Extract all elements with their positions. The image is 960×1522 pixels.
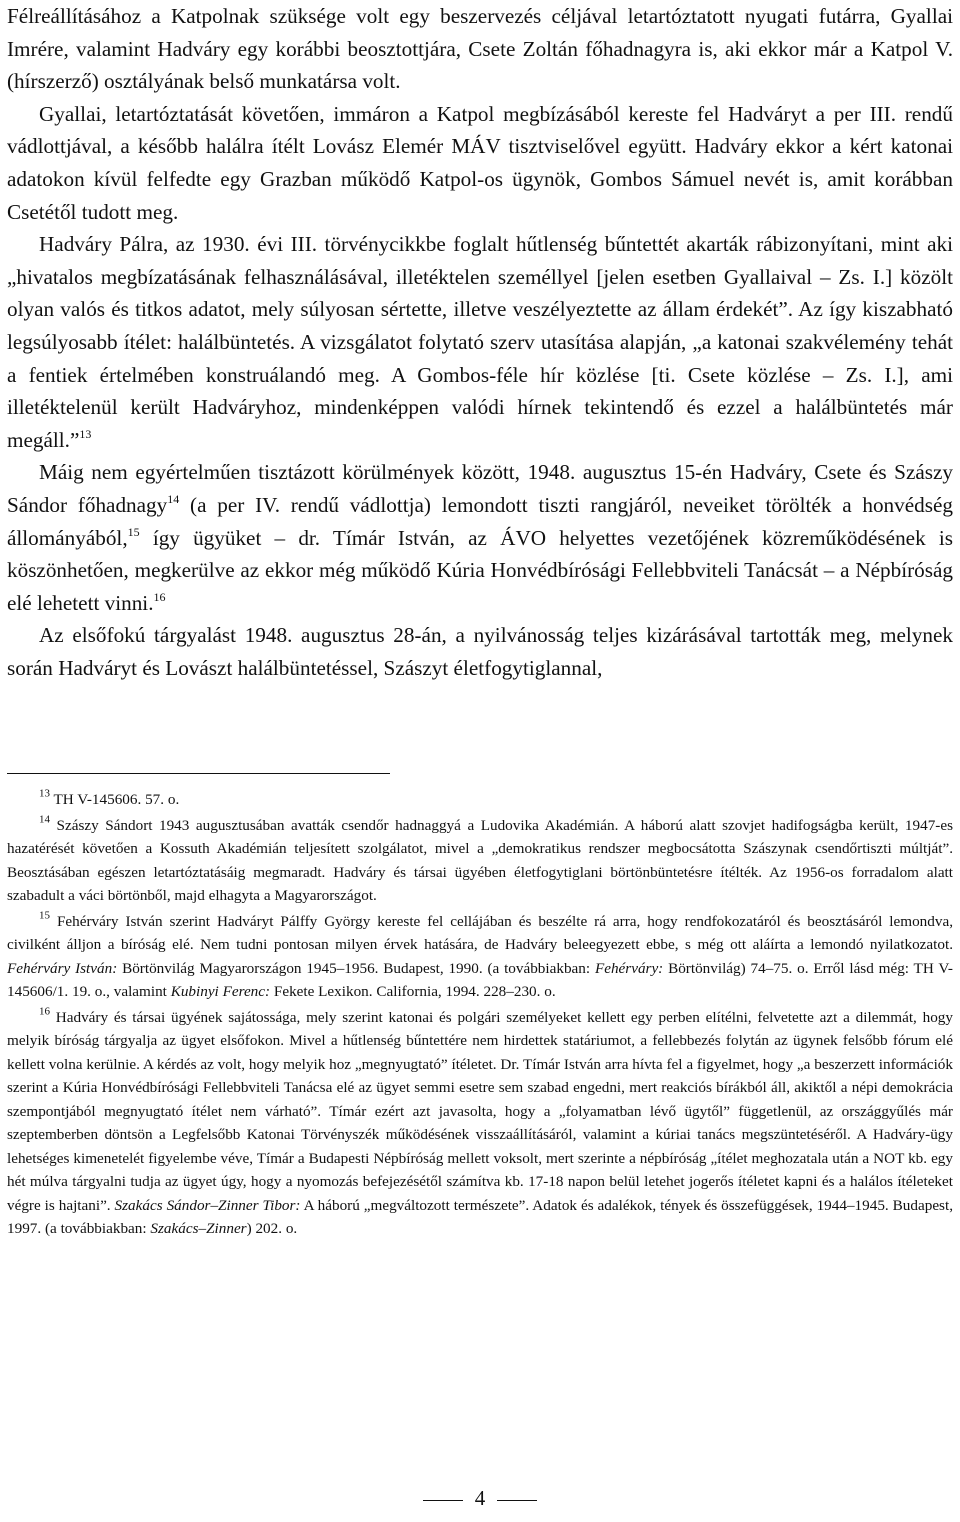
footnote-15-author-1: Fehérváry István: [7,959,118,977]
footnote-14-text: Szászy Sándort 1943 augusztusában avatták csendőr hadnaggyá a Ludovika Akadémián. A háború alatt szovjet hadifogságba került, 1947-es hazatérését követően a Kossuth Akadémián teljesített szolgálatot, mivel a „demokratikus rendszer megbocsátotta Szászynak csendőrtiszti múltját”. Beosztásában egészen letartóztatásáig megmaradt. Hadváry és társai ügyében életfogytiglani börtönbüntetésre ítélték. Az 1956-os forradalom alatt szabadult a váci börtönből, majd elhagyta a Magyarországot. [7,816,953,904]
paragraph-5: Az elsőfokú tárgyalást 1948. augusztus 28-án, a nyilvánosság teljes kizárásával tartották meg, melynek során Hadváryt és Lovászt halálbüntetéssel, Szászyt életfogytiglannal, [7,623,953,680]
footnote-ref-16[interactable]: 16 [153,589,166,604]
footnote-number-16: 16 [39,1004,50,1017]
footnote-13-text: TH V-145606. 57. o. [50,791,180,808]
footnote-15-text-a: Fehérváry István szerint Hadváryt Pálffy György kereste fel cellájában és beszélte rá arra, hogy rendfokozatáról és beosztásáról lemondva, civilként álljon a bíróság elé. Nem tudni pontosan milyen érvek hatására, de Hadváry beleegyezett ebbe, s még ott aláírta a lemondó nyilatkozatot. [7,912,953,953]
paragraph-3-text: Hadváry Pálra, az 1930. évi III. törvénycikkbe foglalt hűtlenség bűntettét akarták rábizonyítani, mint aki „hivatalos megbízatásának felhasználásával, illetéktelen személlyel [jelen esetben Gyallaival – Zs. I.] közölt olyan valós és titkos adatot, mely súlyosan sértette, illetve veszélyeztette az állam érdekét”. Az így kiszabható legsúlyosabb ítélet: halálbüntetés. A vizsgálatot folytató szerv utasítása alapján, „a katonai szakvélemény tehát a fentiek értelmében konstruálandó meg. A Gombos-féle hír közlése [ti. Csete közlése – Zs. I.], ami illetéktelenül került Hadváryhoz, mindenképpen valódi hírnek tekintendő és ezzel a halálbüntetés már megáll.” [7,232,953,452]
page-number-value: 4 [474,1486,486,1510]
footnote-15-text-c: Börtönvilág) 74–75. o. Erről lásd még: TH V-145606/1. 19. o., valamint [7,959,953,1000]
paragraph-2: Gyallai, letartóztatását követően, immáron a Katpol megbízásából kereste fel Hadváryt a per III. rendű vádlottjával, a később halálra ítélt Lovász Elemér MÁV tisztviselővel együtt. Hadváry ekkor a kért katonai adatokon kívül felfedte egy Grazban működő Katpol-os ügynök, Gombos Sámuel nevét is, amit korábban Csetétől tudott meg. [7,101,953,224]
footnote-16-author-2: Szakács–Zinner [150,1220,247,1237]
paragraph-4 [7,456,953,619]
footnote-ref-15[interactable]: 15 [127,524,140,539]
footnote-number-15: 15 [39,908,50,921]
paragraph-1: Félreállításához a Katpolnak szüksége volt egy beszervezés céljával letartóztatott nyugati futárra, Gyallai Imrére, valamint Hadváry egy korábbi beosztottjára, Csete Zoltán főhadnagyra is, aki ekkor már a Katpol V. (hírszerző) osztályának belső munkatársa volt. [7,4,953,94]
footnote-number-14: 14 [39,812,50,825]
footnote-15-author-2: Fehérváry: [594,959,664,977]
paragraph-4-text-c: így ügyüket – dr. Tímár István, az ÁVO helyettes vezetőjének közreműködésének is köszönhetően, megkerülve az ekkor még működő Kúria Honvédbírósági Fellebbviteli Tanácsát – a Népbíróság elé lehetett vinni. [7,525,953,615]
footnote-16 [7,1006,953,1241]
paragraph-4-text-b: (a per IV. rendű vádlottja) lemondott tiszti rangjáról, neveiket törölték a honvédség állományából, [7,492,953,550]
footnote-14 [7,814,953,908]
footnote-16-text-b: A háború „megváltozott természete”. Adatok és adalékok, tények és összefüggések, 1944–1945. Budapest, 1997. (a továbbiakban: [7,1196,953,1237]
footnote-ref-13[interactable]: 13 [79,426,92,441]
footnote-16-author: Szakács Sándor–Zinner Tibor: [114,1196,301,1214]
footnote-15-author-3: Kubinyi Ferenc: [170,983,271,1000]
footnote-15-text-d: Fekete Lexikon. California, 1994. 228–230. o. [270,983,556,1000]
footnote-16-text-c: ) 202. o. [246,1220,298,1237]
page-number [0,1482,960,1514]
page-number-dash-left [423,1500,463,1501]
paragraph-3 [7,228,953,456]
footnote-15 [7,910,953,1004]
footnotes [7,788,953,1241]
main-text [7,0,953,684]
footnote-15-text-b: Börtönvilág Magyarországon 1945–1956. Budapest, 1990. (a továbbiakban: [117,959,595,977]
footnote-13 [7,788,953,812]
page-number-dash-right [497,1500,537,1501]
paragraph-4-text-a: Máig nem egyértelműen tisztázott körülmények között, 1948. augusztus 15-én Hadváry, Csete és Szászy Sándor főhadnagy [7,460,953,517]
footnote-16-text-a: Hadváry és társai ügyének sajátossága, mely szerint katonai és polgári személyeket kellett egy perben elítélni, felvetette azt a dilemmát, hogy melyik bíróság tárgyalja az ügyet elsőfokon. Mivel a hűtlenség bűntettére nem hirdettek statáriumot, a fellebbezés folytán az ügynek felsőbb fórum elé kellett volna kerülnie. A kérdés az volt, hogy melyik hoz „megnyugtató” ítéletet. Dr. Tímár István arra hívta fel a figyelmet, hogy „a beszerzett információk szerint a Kúria Honvédbírósági Fellebbviteli Tanácsa elé az ügyet semmi esetre sem szabad engedni, mert reakciós bírákból áll, akiktől a népi demokrácia szempontjából megnyugtató ítélet nem várható”. Tímár ezért azt javasolta, hogy a „folyamatban lévő ügytől” függetlenül, az országgyűlés már szeptemberben döntsön a Legfelsőbb Katonai Törvényszék működésének visszaállításáról, valamint a kúriai tanács megszüntetéséről. A Hadváry-ügy lehetséges kimenetelét figyelembe véve, Tímár a Budapesti Népbíróság mellett voksolt, mert szerinte a népbíróság „ítélet meghozatala után a NOT kb. egy hét múlva tárgyalni tudja az ügyet úgy, hogy a nyomozás befejezésétől számítva kb. 17-18 napon belül letehet jogerős ítéletet kapni és a halálos ítéleteket végre is hajtani”. [7,1008,953,1214]
footnote-separator [7,773,390,774]
footnote-number-13: 13 [39,787,50,800]
footnote-ref-14[interactable]: 14 [167,491,180,506]
